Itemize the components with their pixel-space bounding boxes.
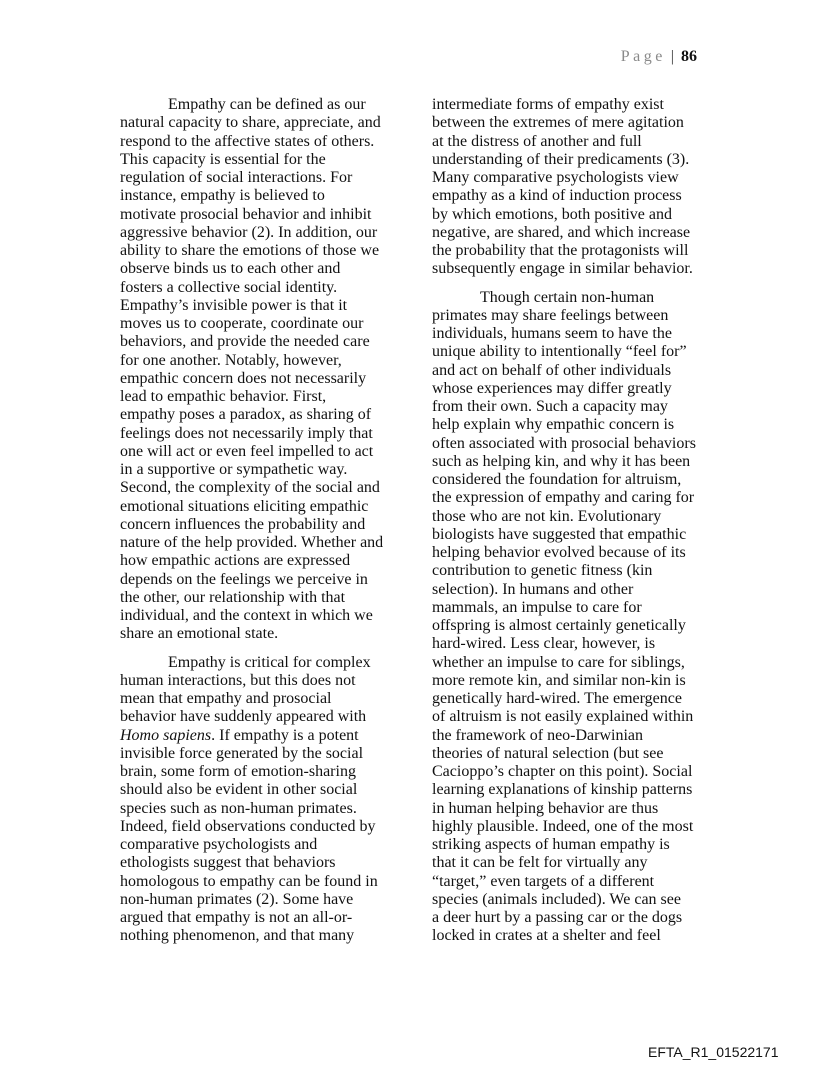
text-line: Empathy is critical for complex bbox=[168, 653, 371, 671]
text-line: Empathy can be defined as our bbox=[168, 96, 366, 113]
text-line: observe binds us to each other and bbox=[120, 260, 341, 278]
text-line: whether an impulse to care for siblings, bbox=[432, 653, 685, 671]
text-line: selection). In humans and other bbox=[432, 580, 634, 598]
text-line: mammals, an impulse to care for bbox=[432, 598, 642, 616]
text-line: emotional situations eliciting empathic bbox=[120, 497, 369, 515]
paragraph bbox=[120, 654, 395, 946]
text-line: helping behavior evolved because of its bbox=[432, 544, 686, 561]
text-line: This capacity is essential for the bbox=[120, 150, 326, 168]
text-line: the expression of empathy and caring for bbox=[432, 489, 695, 507]
text-line: motivate prosocial behavior and inhibit bbox=[120, 205, 372, 223]
text-line: empathy as a kind of induction process bbox=[432, 187, 682, 205]
text-line: Empathy’s invisible power is that it bbox=[120, 296, 348, 314]
text-line: invisible force generated by the social bbox=[120, 744, 364, 762]
text-line: that it can be felt for virtually any bbox=[432, 854, 648, 872]
text-line: empathic concern does not necessarily bbox=[120, 369, 367, 387]
text-line: individual, and the context in which we bbox=[120, 607, 373, 624]
text-line: regulation of social interactions. For bbox=[120, 169, 353, 186]
text-line: intermediate forms of empathy exist bbox=[432, 96, 664, 113]
text-line: theories of natural selection (but see bbox=[432, 744, 664, 762]
text-line: genetically hard-wired. The emergence bbox=[432, 690, 682, 707]
text-line: primates may share feelings between bbox=[432, 306, 669, 324]
text-line: Many comparative psychologists view bbox=[432, 169, 679, 186]
text-line: Second, the complexity of the social and bbox=[120, 479, 380, 497]
text-line: homologous to empathy can be found in bbox=[120, 872, 378, 890]
text-line: aggressive behavior (2). In addition, our bbox=[120, 223, 378, 241]
text-line: one will act or even feel impelled to act bbox=[120, 442, 374, 460]
text-line: nature of the help provided. Whether and bbox=[120, 534, 384, 551]
text-line: depends on the feelings we perceive in bbox=[120, 570, 368, 588]
text-line: individuals, humans seem to have the bbox=[432, 325, 672, 342]
text-line: by which emotions, both positive and bbox=[432, 205, 672, 223]
text-line: empathy poses a paradox, as sharing of bbox=[120, 406, 372, 424]
text-line: hard-wired. Less clear, however, is bbox=[432, 635, 656, 653]
text-line: locked in crates at a shelter and feel bbox=[432, 927, 661, 945]
text-line: Homo sapiens. If empathy is a potent bbox=[120, 726, 359, 744]
text-line: understanding of their predicaments (3). bbox=[432, 150, 690, 168]
text-line: non-human primates (2). Some have bbox=[120, 890, 354, 908]
text-line: natural capacity to share, appreciate, and bbox=[120, 114, 381, 132]
text-line: fosters a collective social identity. bbox=[120, 278, 338, 296]
text-line: from their own. Such a capacity may bbox=[432, 398, 668, 415]
paragraph bbox=[120, 96, 395, 644]
text-line: subsequently engage in similar behavior. bbox=[432, 260, 693, 278]
text-line: ethologists suggest that behaviors bbox=[120, 854, 336, 872]
page-header bbox=[621, 48, 697, 66]
text-line: species such as non-human primates. bbox=[120, 799, 357, 817]
text-line: the framework of neo-Darwinian bbox=[432, 726, 644, 744]
text-line: should also be evident in other social bbox=[120, 781, 358, 799]
page-number: 86 bbox=[681, 48, 697, 65]
text-line: help explain why empathic concern is bbox=[432, 416, 675, 434]
right-column bbox=[432, 96, 707, 956]
text-line: of altruism is not easily explained within bbox=[432, 708, 694, 726]
text-line: feelings does not necessarily imply that bbox=[120, 424, 373, 442]
text-line: biologists have suggested that empathic bbox=[432, 525, 687, 543]
page-label: Page bbox=[620, 48, 666, 65]
text-line: the other, our relationship with that bbox=[120, 588, 346, 606]
text-line: between the extremes of mere agitation bbox=[432, 114, 684, 132]
page-separator: | bbox=[670, 48, 674, 65]
text-line: and act on behalf of other individuals bbox=[432, 361, 672, 379]
text-line: striking aspects of human empathy is bbox=[432, 836, 670, 853]
text-line: behaviors, and provide the needed care bbox=[120, 333, 370, 351]
species-name: Homo sapiens bbox=[120, 726, 212, 744]
text-line: learning explanations of kinship patterns bbox=[432, 781, 693, 799]
paragraph bbox=[432, 289, 707, 946]
text-line: Indeed, field observations conducted by bbox=[120, 817, 376, 835]
document-id: EFTA_R1_01522171 bbox=[648, 1044, 779, 1060]
text-line: comparative psychologists and bbox=[120, 836, 318, 853]
text-line: “target,” even targets of a different bbox=[432, 872, 655, 890]
text-line: those who are not kin. Evolutionary bbox=[432, 507, 662, 525]
paragraph bbox=[432, 96, 707, 279]
text-line: lead to empathic behavior. First, bbox=[120, 388, 327, 405]
text-line: a deer hurt by a passing car or the dogs bbox=[432, 909, 683, 926]
text-line: mean that empathy and prosocial bbox=[120, 690, 332, 707]
text-line: human interactions, but this does not bbox=[120, 671, 356, 689]
text-line: highly plausible. Indeed, one of the most bbox=[432, 817, 694, 835]
text-line: the probability that the protagonists will bbox=[432, 242, 689, 259]
text-line: unique ability to intentionally “feel for” bbox=[432, 343, 687, 361]
text-line: such as helping kin, and why it has been bbox=[432, 452, 691, 470]
text-line: in human helping behavior are thus bbox=[432, 799, 659, 817]
text-line: often associated with prosocial behaviors bbox=[432, 434, 696, 452]
text-line: offspring is almost certainly genetically bbox=[432, 617, 686, 634]
text-line: brain, some form of emotion-sharing bbox=[120, 763, 356, 780]
text-line: behavior have suddenly appeared with bbox=[120, 708, 367, 726]
text-line: for one another. Notably, however, bbox=[120, 351, 342, 369]
text-line: argued that empathy is not an all-or- bbox=[120, 909, 353, 926]
text-line: in a supportive or sympathetic way. bbox=[120, 461, 348, 478]
text-line: negative, are shared, and which increase bbox=[432, 223, 691, 241]
text-line: more remote kin, and similar non-kin is bbox=[432, 671, 686, 689]
text-line: contribution to genetic fitness (kin bbox=[432, 562, 653, 580]
text-line: species (animals included). We can see bbox=[432, 890, 681, 908]
text-line: instance, empathy is believed to bbox=[120, 187, 325, 205]
text-line: Cacioppo’s chapter on this point). Social bbox=[432, 763, 693, 780]
text-line: how empathic actions are expressed bbox=[120, 552, 351, 570]
text-line: nothing phenomenon, and that many bbox=[120, 927, 355, 945]
text-line: at the distress of another and full bbox=[432, 132, 642, 150]
text-line: ability to share the emotions of those we bbox=[120, 242, 380, 259]
text-line: Though certain non-human bbox=[480, 288, 655, 306]
text-line: respond to the affective states of others. bbox=[120, 132, 375, 150]
left-column bbox=[120, 96, 395, 956]
text-line: concern influences the probability and bbox=[120, 515, 366, 533]
text-line: considered the foundation for altruism, bbox=[432, 471, 682, 488]
text-line: moves us to cooperate, coordinate our bbox=[120, 315, 364, 332]
text-line: whose experiences may differ greatly bbox=[432, 379, 672, 397]
text-line: share an emotional state. bbox=[120, 625, 279, 643]
